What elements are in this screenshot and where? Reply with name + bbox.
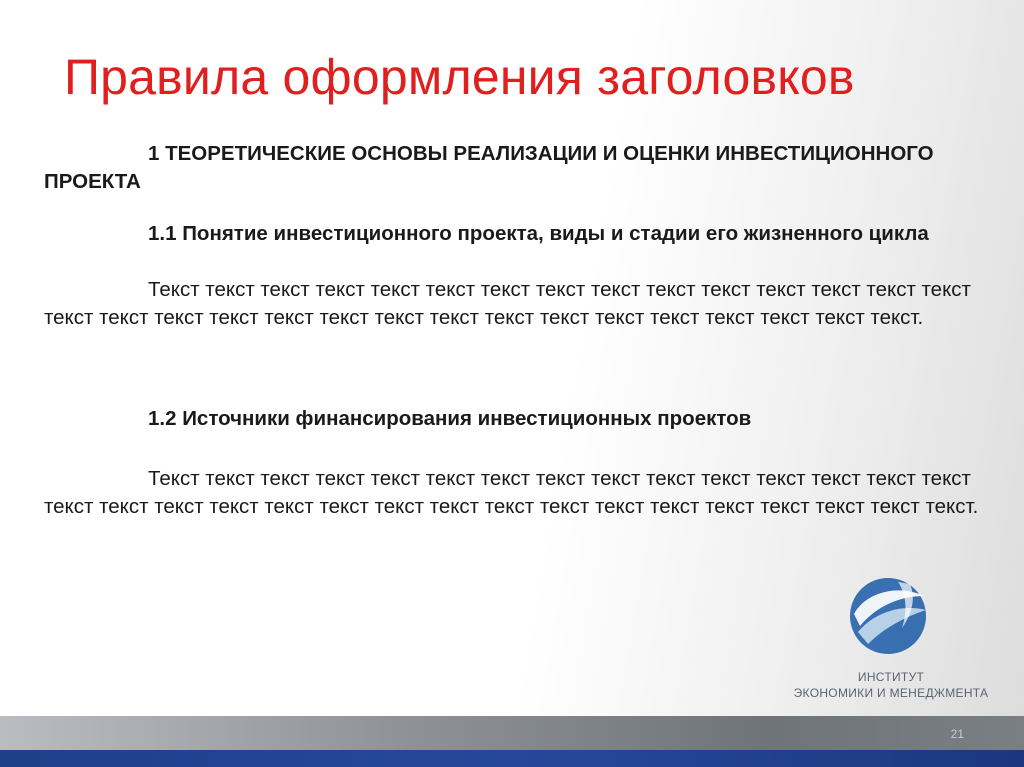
heading-level-2-first: 1.1 Понятие инвестиционного проекта, виды и стадии его жизненного цикла [148,222,929,245]
spacer [44,248,989,276]
spacer [44,332,989,405]
spacer [44,433,989,465]
footer-blue-bar [0,750,1024,767]
spacer [44,196,989,220]
heading-level-2-second: 1.2 Источники финансирования инвестиционных проектов [148,407,752,430]
body-paragraph-2: Текст текст текст текст текст текст текст текст текст текст текст текст текст текст текст текст текст текст текст текст текст текст текст текст текст текст текст текст текст текст текст текст. [44,467,979,518]
page-number: 21 [950,727,964,741]
logo-text-line-1: ИНСТИТУТ [857,670,925,684]
logo-text-line-2: ЭКОНОМИКИ И МЕНЕДЖМЕНТА [793,686,989,700]
institute-logo-icon [846,574,930,658]
slide-content [44,140,989,521]
slide-title: Правила оформления заголовков [64,49,855,105]
institute-logo [786,564,996,709]
footer-gray-bar [0,716,1024,750]
body-paragraph-1: Текст текст текст текст текст текст текст текст текст текст текст текст текст текст текст текст текст текст текст текст текст текст текст текст текст текст текст текст текст текст текст. [44,278,971,329]
heading-level-1: 1 ТЕОРЕТИЧЕСКИЕ ОСНОВЫ РЕАЛИЗАЦИИ И ОЦЕНКИ ИНВЕСТИЦИОННОГО ПРОЕКТА [44,142,934,193]
